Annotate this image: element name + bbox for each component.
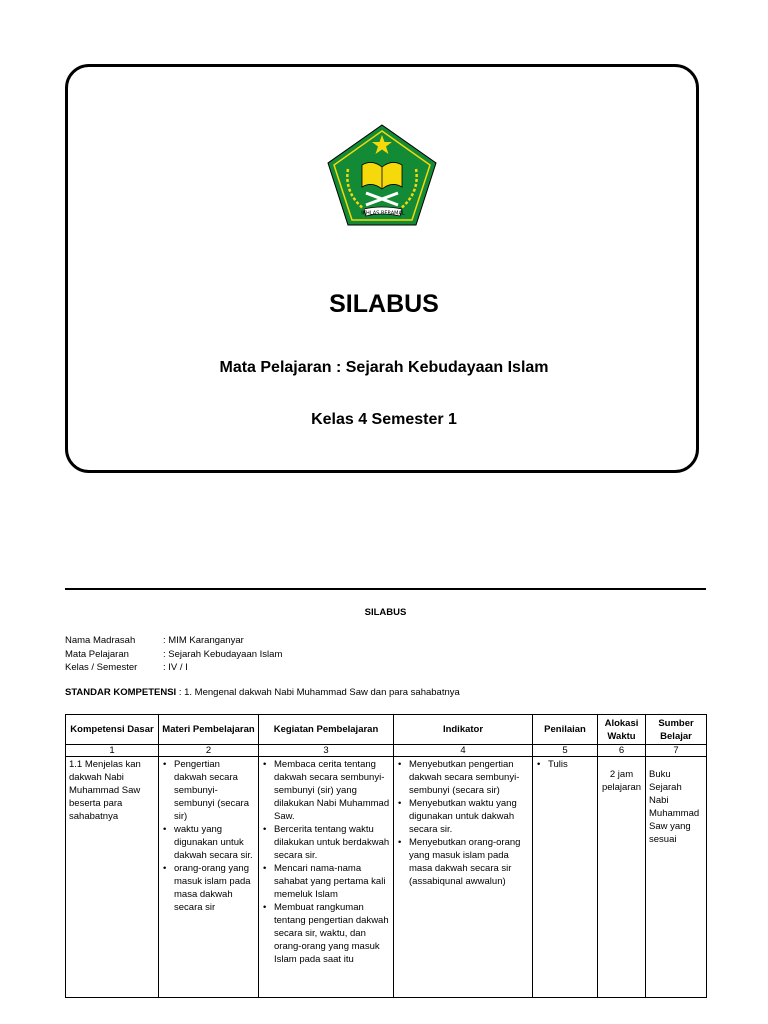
materi-cell [159,757,259,998]
list-item: • Mencari nama-nama sahabat yang pertama kali memeluk Islam [274,862,390,901]
column-number: 6 [598,745,646,757]
info-label: Nama Madrasah [65,635,136,646]
table-header: Materi Pembelajaran [159,715,259,745]
table-header: Alokasi Waktu [598,715,646,745]
penilaian-cell [533,757,598,998]
list-item: • Pengertian dakwah secara sembunyi-sembunyi (secara sir) [174,758,255,823]
list-item: • orang-orang yang masuk islam pada masa dakwah secara sir [174,862,255,914]
sumber-value: Buku Sejarah Nabi Muhammad Saw yang sesuai [649,769,700,845]
cover-subject: Mata Pelajaran : Sejarah Kebudayaan Islam [219,359,549,376]
table-header: Penilaian [533,715,598,745]
logo-motto: IKHLAS BERAMAL [361,210,405,217]
list-item: • Bercerita tentang waktu dilakukan untuk berdakwah secara sir. [274,823,390,862]
table-header: Sumber Belajar [646,715,707,745]
info-label: Kelas / Semester [65,662,138,673]
document-heading: SILABUS [364,607,407,618]
table-header: Kompetensi Dasar [66,715,159,745]
list-item: • Membaca cerita tentang dakwah secara sembunyi-sembunyi (sir) yang dilakukan Nabi Muhammad Saw. [274,758,390,823]
list-item: • Menyebutkan waktu yang digunakan untuk dakwah secara sir. [409,797,529,836]
info-block [65,634,282,675]
column-number: 1 [66,745,159,757]
kompetensi-cell: 1.1 Menjelas kan dakwah Nabi Muhammad Saw beserta para sahabatnya [66,757,159,998]
info-row [65,634,282,648]
syllabus-table [65,714,707,998]
info-row [65,661,282,675]
list-item: • Menyebutkan pengertian dakwah secara sembunyi-sembunyi (secara sir) [409,758,529,797]
list-item: • Tulis [548,758,594,771]
info-value: : IV / I [163,662,188,673]
standar-kompetensi [65,687,460,698]
cover-class: Kelas 4 Semester 1 [311,411,457,428]
cover-title: SILABUS [329,290,439,318]
kemenag-logo [326,123,438,227]
column-number: 2 [159,745,259,757]
indikator-cell [394,757,533,998]
alokasi-value: 2 jam pelajaran [601,769,642,793]
column-number: 7 [646,745,707,757]
column-number: 4 [394,745,533,757]
column-number: 5 [533,745,598,757]
standar-label: STANDAR KOMPETENSI [65,687,177,698]
kegiatan-cell [259,757,394,998]
info-value: : Sejarah Kebudayaan Islam [163,648,283,660]
list-item: • Membuat rangkuman tentang pengertian dakwah secara sir, waktu, dan orang-orang yang masuk Islam pada saat itu [274,901,390,966]
table-header: Indikator [394,715,533,745]
table-header-row [66,715,707,745]
standar-value: : 1. Mengenal dakwah Nabi Muhammad Saw dan para sahabatnya [178,687,460,698]
list-item: • waktu yang digunakan untuk dakwah secara sir. [174,823,255,862]
table-row [66,757,707,998]
divider-line [65,588,706,590]
info-value: : MIM Karanganyar [163,635,244,646]
sumber-cell [646,757,707,998]
table-header: Kegiatan Pembelajaran [259,715,394,745]
column-number: 3 [259,745,394,757]
list-item: • Menyebutkan orang-orang yang masuk islam pada masa dakwah secara sir (assabiqunal awwalun) [409,836,529,888]
table-number-row [66,745,707,757]
info-row [65,648,282,662]
info-label: Mata Pelajaran [65,648,129,660]
alokasi-cell [598,757,646,998]
